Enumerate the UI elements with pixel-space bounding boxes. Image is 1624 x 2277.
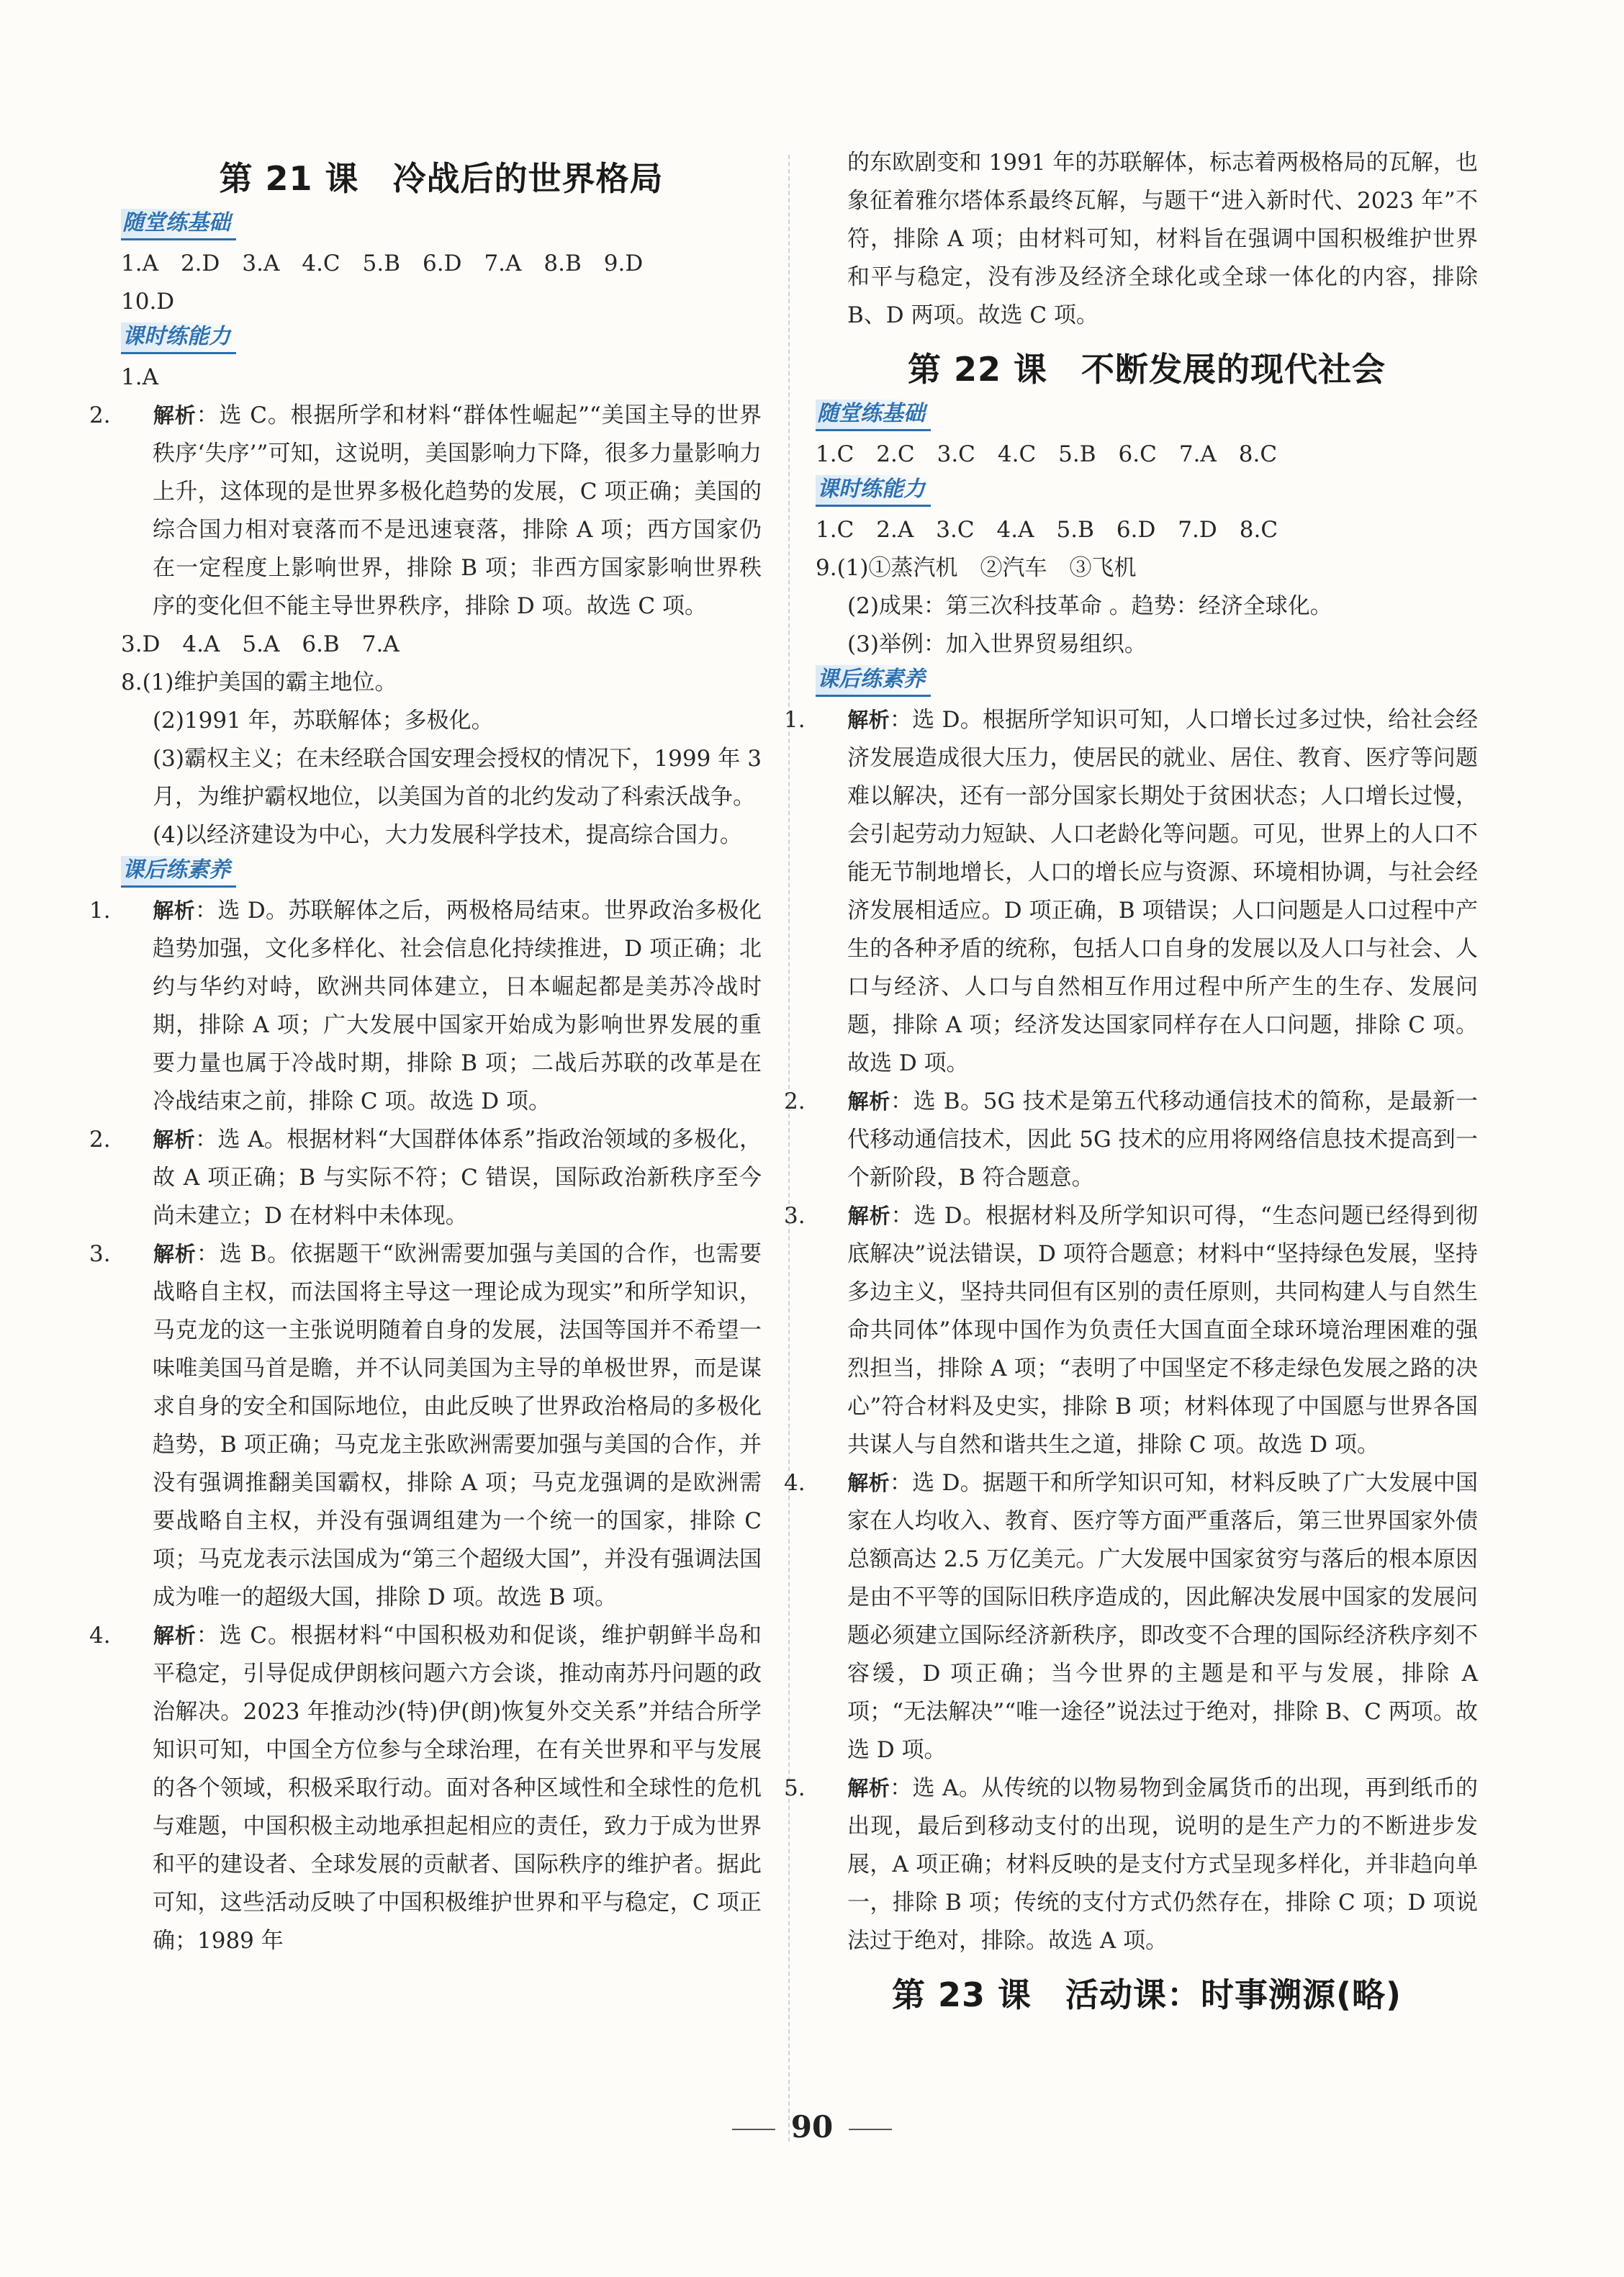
explanation-item: 4. 解析：选 C。根据材料“中国积极劝和促谈，维护朝鲜半岛和平稳定，引导促成伊朗核问题六方会谈，推动南苏丹问题的政治解决。2023 年推动沙(特)伊(朗)恢复外交关系”并结合所学知识可知，中国全方位参与全球治理，在有关世界和平与发展的各个领域，积极采取行动。面对各种区域性和全球性的危机与难题，中国积极主动地承担起相应的责任，致力于成为世界和平的建设者、全球发展的贡献者、国际秩序的维护者。据此可知，这些活动反映了中国积极维护世界和平与稳定，C 项正确；1989 年	[89, 1623, 762, 1954]
answer-sub: (4)以经济建设为中心，大力发展科学技术，提高综合国力。	[153, 822, 742, 848]
answer-line: 1.C 2.C 3.C 4.C 5.B 6.C 7.A 8.C	[816, 441, 1278, 467]
section-label-literacy: 课后练素养	[816, 665, 931, 697]
section-label-literacy: 课后练素养	[121, 856, 236, 888]
section-label-ability: 课时练能力	[816, 475, 931, 507]
answer-sub: (2)1991 年，苏联解体；多极化。	[153, 708, 494, 734]
lesson-23-title: 第 23 课 活动课：时事溯源(略)	[891, 1975, 1402, 2014]
explanation-item: 2. 解析：选 B。5G 技术是第五代移动通信技术的简称，是最新一代移动通信技术，因此 5G 技术的应用将网络信息技术提高到一个新阶段，B 符合题意。	[784, 1088, 1478, 1191]
explanation-item: 1. 解析：选 D。苏联解体之后，两极格局结束。世界政治多极化趋势加强，文化多样化、社会信息化持续推进，D 项正确；北约与华约对峙，欧洲共同体建立，日本崛起都是美苏冷战时期，排除 A 项；广大发展中国家开始成为影响世界发展的重要力量也属于冷战时期，排除 B 项；二战后苏联的改革是在冷战结束之前，排除 C 项。故选 D 项。	[89, 898, 762, 1114]
lesson-21-title: 第 21 课 冷战后的世界格局	[219, 159, 664, 198]
explanation-item: 2. 解析：选 C。根据所学和材料“群体性崛起”“美国主导的世界秩序‘失序’”可知，这说明，美国影响力下降，很多力量影响力上升，这体现的是世界多极化趋势的发展，C 项正确；美国的综合国力相对衰落而不是迅速衰落，排除 A 项；西方国家仍在一定程度上影响世界，排除 B 项；非西方国家影响世界秩序的变化但不能主导世界秩序，排除 D 项。故选 C 项。	[89, 402, 762, 619]
answer-line: 3.D 4.A 5.A 6.B 7.A	[121, 631, 400, 657]
answer-sub: (2)成果：第三次科技革命 。趋势：经济全球化。	[847, 593, 1332, 619]
answer-line: 1.A	[121, 364, 158, 390]
page-number-dash	[849, 2129, 892, 2130]
lesson-22-title: 第 22 课 不断发展的现代社会	[907, 350, 1386, 389]
answer-line: 8.(1)维护美国的霸主地位。	[121, 669, 397, 695]
section-label-basic: 随堂练基础	[816, 400, 931, 431]
answer-sub: (3)霸权主义；在未经联合国安理会授权的情况下，1999 年 3 月，为维护霸权地位，以美国为首的北约发动了科索沃战争。	[153, 746, 762, 810]
column-divider	[788, 155, 790, 2142]
page-number	[0, 2109, 1624, 2145]
explanation-item: 3. 解析：选 B。依据题干“欧洲需要加强与美国的合作，也需要战略自主权，而法国将主导这一理论成为现实”和所学知识，马克龙的这一主张说明随着自身的发展，法国等国并不希望一味唯美国马首是瞻，并不认同美国为主导的单极世界，而是谋求自身的安全和国际地位，由此反映了世界政治格局的多极化趋势，B 项正确；马克龙主张欧洲需要加强与美国的合作，并没有强调推翻美国霸权，排除 A 项；马克龙强调的是欧洲需要战略自主权，并没有强调组建为一个统一的国家，排除 C 项；马克龙表示法国成为“第三个超级大国”，并没有强调法国成为唯一的超级大国，排除 D 项。故选 B 项。	[89, 1241, 762, 1610]
explanation-item: 2. 解析：选 A。根据材料“大国群体体系”指政治领域的多极化，故 A 项正确；B 与实际不符；C 错误，国际政治新秩序至今尚未建立；D 在材料中未体现。	[89, 1127, 762, 1229]
right-column	[784, 144, 1478, 2024]
explanation-item: 5. 解析：选 A。从传统的以物易物到金属货币的出现，再到纸币的出现，最后到移动支付的出现，说明的是生产力的不断进步发展，A 项正确；材料反映的是支付方式呈现多样化，并非趋向单一，排除 B 项；传统的支付方式仍然存在，排除 C 项；D 项说法过于绝对，排除。故选 A 项。	[784, 1775, 1478, 1954]
explanation-item: 3. 解析：选 D。根据材料及所学知识可得，“生态问题已经得到彻底解决”说法错误，D 项符合题意；材料中“坚持绿色发展，坚持多边主义，坚持共同但有区别的责任原则，共同构建人与自然生命共同体”体现中国作为负责任大国直面全球环境治理困难的强烈担当，排除 A 项；“表明了中国坚定不移走绿色发展之路的决心”符合材料及史实，排除 B 项；材料体现了中国愿与世界各国共谋人与自然和谐共生之道，排除 C 项。故选 D 项。	[784, 1203, 1478, 1458]
answer-line: 1.A 2.D 3.A 4.C 5.B 6.D 7.A 8.B 9.D	[121, 251, 644, 276]
section-label-ability: 课时练能力	[121, 323, 236, 354]
answer-sub: (3)举例：加入世界贸易组织。	[847, 631, 1147, 657]
continued-text: 的东欧剧变和 1991 年的苏联解体，标志着两极格局的瓦解，也象征着雅尔塔体系最终瓦解，与题干“进入新时代、2023 年”不符，排除 A 项；由材料可知，材料旨在强调中国积极维护世界和平与稳定，没有涉及经济全球化或全球一体化的内容，排除 B、D 两项。故选 C 项。	[847, 150, 1478, 328]
page-number-text: 90	[790, 2109, 834, 2145]
answer-line: 1.C 2.A 3.C 4.A 5.B 6.D 7.D 8.C	[816, 517, 1278, 543]
page-number-dash	[732, 2129, 775, 2130]
explanation-item: 4. 解析：选 D。据题干和所学知识可知，材料反映了广大发展中国家在人均收入、教育、医疗等方面严重落后，第三世界国家外债总额高达 2.5 万亿美元。广大发展中国家贫穷与落后的根本原因是由不平等的国际旧秩序造成的，因此解决发展中国家的发展问题必须建立国际经济新秩序，即改变不合理的国际经济秩序刻不容缓，D 项正确；当今世界的主题是和平与发展，排除 A 项；“无法解决”“唯一途径”说法过于绝对，排除 B、C 两项。故选 D 项。	[784, 1470, 1478, 1763]
left-column	[89, 144, 762, 1960]
answer-line: 9.(1)①蒸汽机 ②汽车 ③飞机	[816, 555, 1137, 581]
explanation-item: 1. 解析：选 D。根据所学知识可知，人口增长过多过快，给社会经济发展造成很大压力，使居民的就业、居住、教育、医疗等问题难以解决，还有一部分国家长期处于贫困状态；人口增长过慢，会引起劳动力短缺、人口老龄化等问题。可见，世界上的人口不能无节制地增长，人口的增长应与资源、环境相协调，与社会经济发展相适应。D 项正确，B 项错误；人口问题是人口过程中产生的各种矛盾的统称，包括人口自身的发展以及人口与社会、人口与经济、人口与自然相互作用过程中所产生的生存、发展问题，排除 A 项；经济发达国家同样存在人口问题，排除 C 项。故选 D 项。	[784, 707, 1478, 1076]
answer-line: 10.D	[121, 289, 175, 315]
section-label-basic: 随堂练基础	[121, 209, 236, 240]
